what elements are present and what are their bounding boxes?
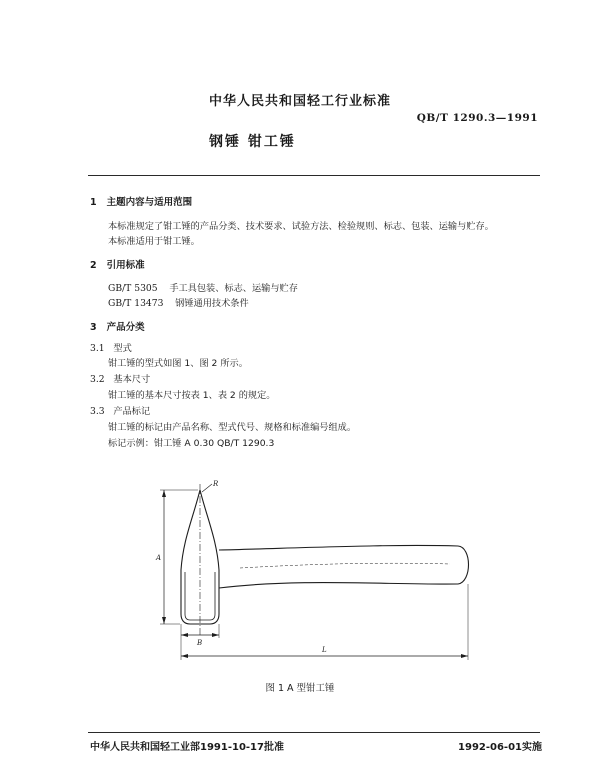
handle-wood-grain (240, 563, 450, 568)
document-title: 钢锤 钳工锤 (209, 134, 296, 150)
reference-title: 手工具包装、标志、运输与贮存 (169, 283, 298, 294)
section-number: 3 (90, 322, 97, 333)
marking-example: 标记示例：钳工锤 A 0.30 QB/T 1290.3 (108, 438, 275, 449)
effective-date: 1992-06-01实施 (458, 742, 542, 753)
subsection-title: 型式 (113, 343, 132, 354)
subsection-title: 产品标记 (113, 406, 151, 417)
reference-code: GB/T 5305 (108, 283, 158, 294)
reference-item (108, 295, 249, 309)
label-a: A (156, 554, 162, 562)
industry-standard-heading: 中华人民共和国轻工行业标准 (208, 94, 391, 109)
paragraph: 本标准适用于钳工锤。 (108, 236, 200, 247)
subsection-number: 3.1 (90, 343, 105, 354)
reference-code: GB/T 13473 (108, 298, 164, 309)
subsection-3-3-heading (90, 403, 150, 417)
paragraph: 本标准规定了钳工锤的产品分类、技术要求、试验方法、检验规则、标志、包装、运输与贮存。 (108, 221, 494, 232)
section-title: 引用标准 (106, 260, 145, 271)
reference-title: 钢锤通用技术条件 (175, 298, 249, 309)
label-r: R (213, 480, 219, 488)
approval-line: 中华人民共和国轻工业部1991-10-17批准 (90, 742, 284, 753)
subsection-number: 3.2 (90, 374, 105, 385)
hammer-handle-outline (219, 545, 469, 588)
section-number: 2 (90, 260, 97, 271)
section-3-heading (90, 319, 145, 333)
section-title: 产品分类 (106, 322, 145, 333)
section-1-heading (90, 194, 192, 208)
radius-leader (202, 484, 212, 492)
label-l: L (322, 646, 327, 654)
paragraph: 钳工锤的基本尺寸按表 1、表 2 的规定。 (108, 390, 276, 401)
header-rule (88, 175, 540, 176)
subsection-title: 基本尺寸 (113, 374, 151, 385)
footer-rule (88, 732, 540, 733)
subsection-number: 3.3 (90, 406, 105, 417)
reference-item (108, 280, 298, 294)
standard-number: QB/T 1290.3—1991 (416, 112, 538, 124)
figure-caption: 图 1 A 型钳工锤 (265, 683, 335, 694)
section-number: 1 (90, 197, 97, 208)
label-b: B (197, 639, 203, 647)
hammer-drawing (150, 478, 480, 668)
subsection-3-2-heading (90, 371, 150, 385)
section-2-heading (90, 257, 145, 271)
paragraph: 钳工锤的标记由产品名称、型式代号、规格和标准编号组成。 (108, 422, 357, 433)
subsection-3-1-heading (90, 340, 132, 354)
paragraph: 钳工锤的型式如图 1、图 2 所示。 (108, 358, 248, 369)
section-title: 主题内容与适用范围 (106, 197, 193, 208)
